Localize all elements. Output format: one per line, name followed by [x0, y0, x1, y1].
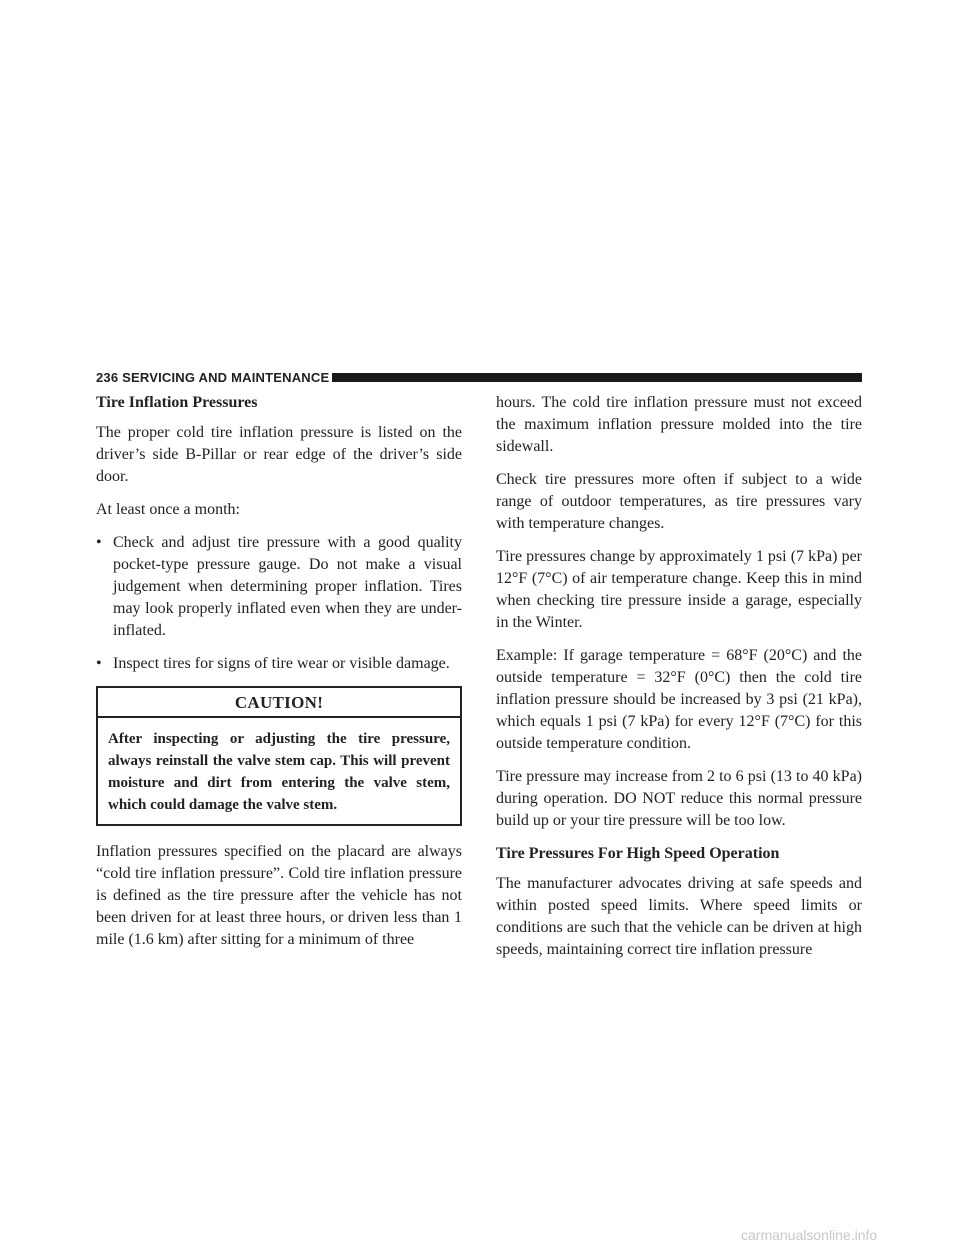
- bullet-icon: •: [96, 655, 102, 672]
- paragraph: Tire pressures change by approximately 1 psi (7 kPa) per 12°F (7°C) of air temperature change. Keep this in mind when checking tire pressure inside a garage, especially in the Winter.: [496, 548, 862, 631]
- paragraph: Example: If garage temperature = 68°F (20°C) and the outside temperature = 32°F (0°C) then the cold tire inflation pressure should be increased by 3 psi (21 kPa), which equals 1 psi (7 kPa) for every 12°F (7°C) for this outside temperature condition.: [496, 647, 862, 752]
- bullet-icon: •: [96, 534, 102, 551]
- paragraph: Inflation pressures specified on the placard are always “cold tire inflation pressure”. Cold tire inflation pressure is defined as the tire pressure after the vehicle has not been driven for at least three hours, or driven less than 1 mile (1.6 km) after sitting for a minimum of three: [96, 843, 462, 948]
- caution-title: CAUTION!: [98, 688, 460, 718]
- right-column: [496, 392, 862, 972]
- paragraph: hours. The cold tire inflation pressure must not exceed the maximum inflation pressure molded into the tire sidewall.: [496, 394, 862, 455]
- paragraph: The manufacturer advocates driving at safe speeds and within posted speed limits. Where speed limits or conditions are such that the vehicle can be driven at high speeds, maintaining correct tire inflation pressure: [496, 875, 862, 958]
- page-header: [96, 370, 862, 386]
- bullet-item: [96, 653, 462, 675]
- bullet-text: Check and adjust tire pressure with a good quality pocket-type pressure gauge. Do not make a visual judgement when determining proper inflation. Tires may look properly inflated even when they are under-inflated.: [113, 534, 462, 639]
- paragraph: The proper cold tire inflation pressure is listed on the driver’s side B-Pillar or rear edge of the driver’s side door.: [96, 424, 462, 485]
- section-heading-high-speed: Tire Pressures For High Speed Operation: [496, 845, 780, 862]
- bullet-item: [96, 532, 462, 642]
- paragraph: Tire pressure may increase from 2 to 6 psi (13 to 40 kPa) during operation. DO NOT reduce this normal pressure build up or your tire pressure will be too low.: [496, 768, 862, 829]
- paragraph: Check tire pressures more often if subject to a wide range of outdoor temperatures, as tire pressures vary with temperature changes.: [496, 471, 862, 532]
- watermark-text: carmanualsonline.info: [741, 1227, 878, 1243]
- left-column: [96, 392, 462, 962]
- caution-box: [96, 686, 462, 826]
- paragraph: At least once a month:: [96, 501, 240, 518]
- header-rule: [332, 373, 862, 382]
- page-number-section-title: 236 SERVICING AND MAINTENANCE: [96, 370, 330, 385]
- bullet-text: Inspect tires for signs of tire wear or visible damage.: [113, 655, 450, 672]
- caution-text: After inspecting or adjusting the tire pressure, always reinstall the valve stem cap. This will prevent moisture and dirt from entering the valve stem, which could damage the valve stem.: [108, 731, 450, 813]
- section-heading-tire-inflation-pressures: Tire Inflation Pressures: [96, 394, 258, 411]
